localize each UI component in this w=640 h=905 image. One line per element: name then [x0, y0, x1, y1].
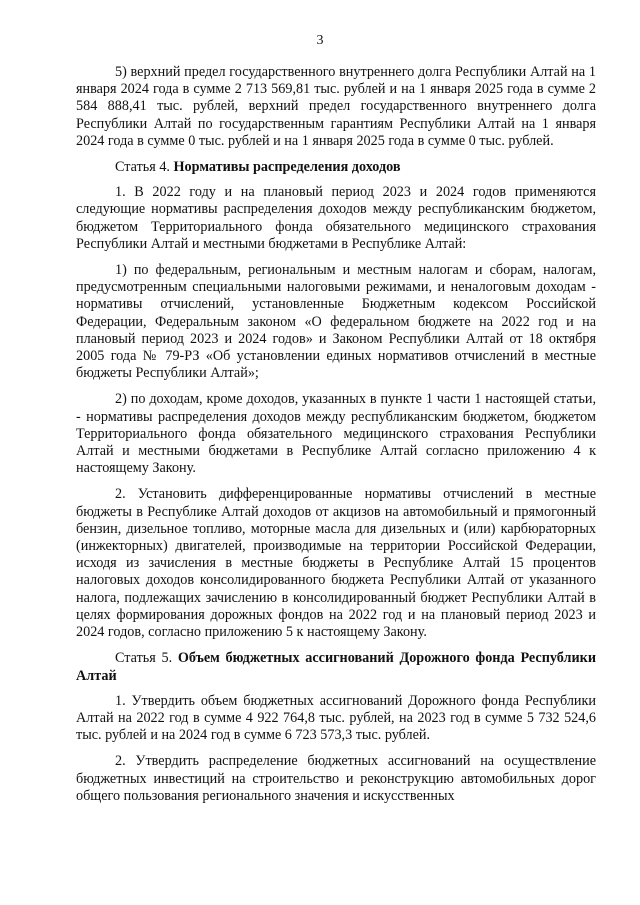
- article-5-heading: [76, 650, 596, 684]
- paragraph-article-4-item-1: 1) по федеральным, региональным и местным налогам и сборам, налогам, предусмотренным специальными налоговыми режимами, и неналоговым доходам - нормативы отчислений, установленные Бюджетным кодексом Российской Федерации, Федеральным законом «О федеральном бюджете на 2022 год и на плановый период 2023 и 2024 годов» и Законом Республики Алтай от 18 октября 2005 года № 79-РЗ «Об установлении единых нормативов отчислений в местные бюджеты Республики Алтай»;: [76, 262, 596, 382]
- article-4-heading: [76, 159, 596, 176]
- article-5-title: Объем бюджетных ассигнований Дорожного фонда Республики Алтай: [76, 650, 596, 684]
- paragraph-article-4-item-2: 2) по доходам, кроме доходов, указанных в пункте 1 части 1 настоящей статьи, - нормативы распределения доходов между республиканским бюджетом, бюджетом Территориального фонда обязательного медицинского страхования Республики Алтай и местными бюджетами в Республике Алтай согласно приложению 4 к настоящему Закону.: [76, 391, 596, 477]
- paragraph-article-4-part-1: 1. В 2022 году и на плановый период 2023 и 2024 годов применяются следующие нормативы распределения доходов между республиканским бюджетом, бюджетом Территориального фонда обязательного медицинского страхования Республики Алтай и местными бюджетами в Республике Алтай:: [76, 184, 596, 252]
- page-number: 3: [316, 33, 324, 48]
- article-4-title: Нормативы распределения доходов: [173, 159, 401, 176]
- paragraph-article-5-part-2: 2. Утвердить распределение бюджетных ассигнований на осуществление бюджетных инвестиций на строительство и реконструкцию автомобильных дорог общего пользования регионального значения и искусственных: [76, 753, 596, 804]
- paragraph-article-4-part-2: 2. Установить дифференцированные нормативы отчислений в местные бюджеты в Республике Алтай доходов от акцизов на автомобильный и прямогонный бензин, дизельное топливо, моторные масла для дизельных и (или) карбюраторных (инжекторных) двигателей, производимые на территории Российской Федерации, исходя из зачисления в местные бюджеты в Республике Алтай 15 процентов налоговых доходов консолидированного бюджета Республики Алтай от указанного налога, подлежащих зачислению в консолидированный бюджет Республики Алтай в целях формирования дорожных фондов на 2022 год и на плановый период 2023 и 2024 годов, согласно приложению 5 к настоящему Закону.: [76, 486, 596, 641]
- paragraph-debt-limit: 5) верхний предел государственного внутреннего долга Республики Алтай на 1 января 2024 года в сумме 2 713 569,81 тыс. рублей и на 1 января 2025 года в сумме 2 584 888,41 тыс. рублей, верхний предел государственного внутреннего долга Республики Алтай по государственным гарантиям Республики Алтай на 1 января 2024 года в сумме 0 тыс. рублей и на 1 января 2025 года в сумме 0 тыс. рублей.: [76, 64, 596, 149]
- article-5-prefix: Статья 5.: [115, 650, 178, 667]
- paragraph-article-5-part-1: 1. Утвердить объем бюджетных ассигнований Дорожного фонда Республики Алтай на 2022 год в сумме 4 922 764,8 тыс. рублей, на 2023 год в сумме 5 732 524,6 тыс. рублей и на 2024 год в сумме 6 723 573,3 тыс. рублей.: [76, 692, 596, 744]
- article-4-prefix: Статья 4.: [115, 159, 174, 176]
- document-body: [76, 64, 596, 814]
